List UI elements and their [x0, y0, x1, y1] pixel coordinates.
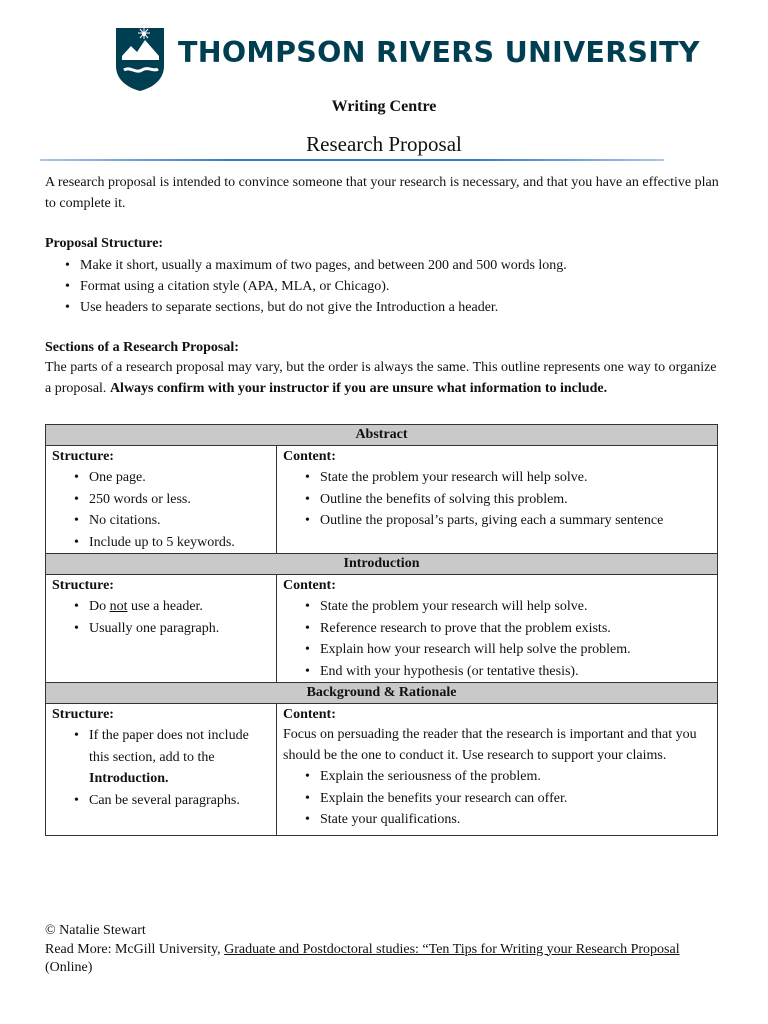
- structure-label: Structure:: [52, 707, 114, 722]
- list-item: • Explain how your research will help solve the problem.: [305, 639, 711, 661]
- list-item: • Use headers to separate sections, but do not give the Introduction a header.: [65, 297, 725, 318]
- list-item: • Can be several paragraphs.: [74, 790, 270, 812]
- sections-text: The parts of a research proposal may vary, but the order is always the same. This outline represents one way to organize a proposal.: [45, 360, 717, 396]
- list-item: • Make it short, usually a maximum of two pages, and between 200 and 500 words long.: [65, 255, 725, 276]
- table-row: [46, 446, 718, 554]
- list-item: • Outline the benefits of solving this problem.: [305, 489, 711, 511]
- abstract-structure-cell: [46, 446, 277, 554]
- list-item: • State the problem your research will help solve.: [305, 467, 711, 489]
- page-footer: [45, 922, 725, 978]
- title-divider: [40, 159, 664, 161]
- proposal-outline-table: [45, 424, 718, 836]
- background-paragraph: Focus on persuading the reader that the research is important and that you should be the one to conduct it. Use research to support your claims.: [283, 727, 697, 763]
- proposal-structure-list: [45, 255, 725, 318]
- introduction-band: Introduction: [46, 554, 718, 575]
- table-row: [46, 575, 718, 683]
- introduction-content-cell: [277, 575, 718, 683]
- list-item: • No citations.: [74, 510, 270, 532]
- list-item: • Usually one paragraph.: [74, 618, 270, 640]
- content-label: Content:: [283, 578, 336, 593]
- centre-title: Writing Centre: [331, 98, 437, 115]
- university-logo-icon: [114, 26, 166, 92]
- table-row: [46, 704, 718, 836]
- list-item: • End with your hypothesis (or tentative thesis).: [305, 661, 711, 683]
- proposal-structure-heading: Proposal Structure:: [45, 236, 164, 251]
- list-item: • Format using a citation style (APA, MLA, or Chicago).: [65, 276, 725, 297]
- sections-heading: Sections of a Research Proposal:: [45, 339, 239, 355]
- abstract-band: Abstract: [46, 425, 718, 446]
- list-item: • Do not use a header.: [74, 596, 270, 618]
- list-item: • If the paper does not include this section, add to the Introduction.: [74, 725, 270, 790]
- list-item: • Include up to 5 keywords.: [74, 532, 270, 554]
- intro-paragraph: A research proposal is intended to convince someone that your research is necessary, and that you have an effective plan to complete it.: [45, 175, 719, 211]
- list-item: • State the problem your research will help solve.: [305, 596, 711, 618]
- list-item: • State your qualifications.: [305, 809, 711, 831]
- emphasis-not: not: [109, 599, 128, 614]
- list-item: • Outline the proposal’s parts, giving each a summary sentence: [305, 510, 711, 532]
- background-content-cell: [277, 704, 718, 836]
- copyright: © Natalie Stewart: [45, 923, 146, 938]
- content-label: Content:: [283, 707, 336, 722]
- list-item: • One page.: [74, 467, 270, 489]
- background-structure-cell: [46, 704, 277, 836]
- university-name: THOMPSON RIVERS UNIVERSITY: [178, 36, 700, 69]
- page-title: Research Proposal: [306, 132, 462, 156]
- list-item: • Reference research to prove that the problem exists.: [305, 618, 711, 640]
- content-label: Content:: [283, 449, 336, 464]
- read-more: Read More: McGill University, Graduate and Postdoctoral studies: “Ten Tips for Writing your Research Proposal (Online): [45, 941, 680, 975]
- list-item: • Explain the seriousness of the problem.: [305, 766, 711, 788]
- page-header: [0, 22, 768, 94]
- list-item: • Explain the benefits your research can offer.: [305, 788, 711, 810]
- read-more-link[interactable]: Graduate and Postdoctoral studies: “Ten Tips for Writing your Research Proposal: [224, 941, 680, 957]
- abstract-content-cell: [277, 446, 718, 554]
- introduction-structure-cell: [46, 575, 277, 683]
- structure-label: Structure:: [52, 578, 114, 593]
- sections-emphasis: Always confirm with your instructor if you are unsure what information to include.: [109, 380, 608, 396]
- structure-label: Structure:: [52, 449, 114, 464]
- sections-paragraph: [45, 358, 725, 399]
- list-item: • 250 words or less.: [74, 489, 270, 511]
- introduction-emphasis: Introduction.: [89, 771, 169, 786]
- document-body: [45, 173, 725, 399]
- background-band: Background & Rationale: [46, 683, 718, 704]
